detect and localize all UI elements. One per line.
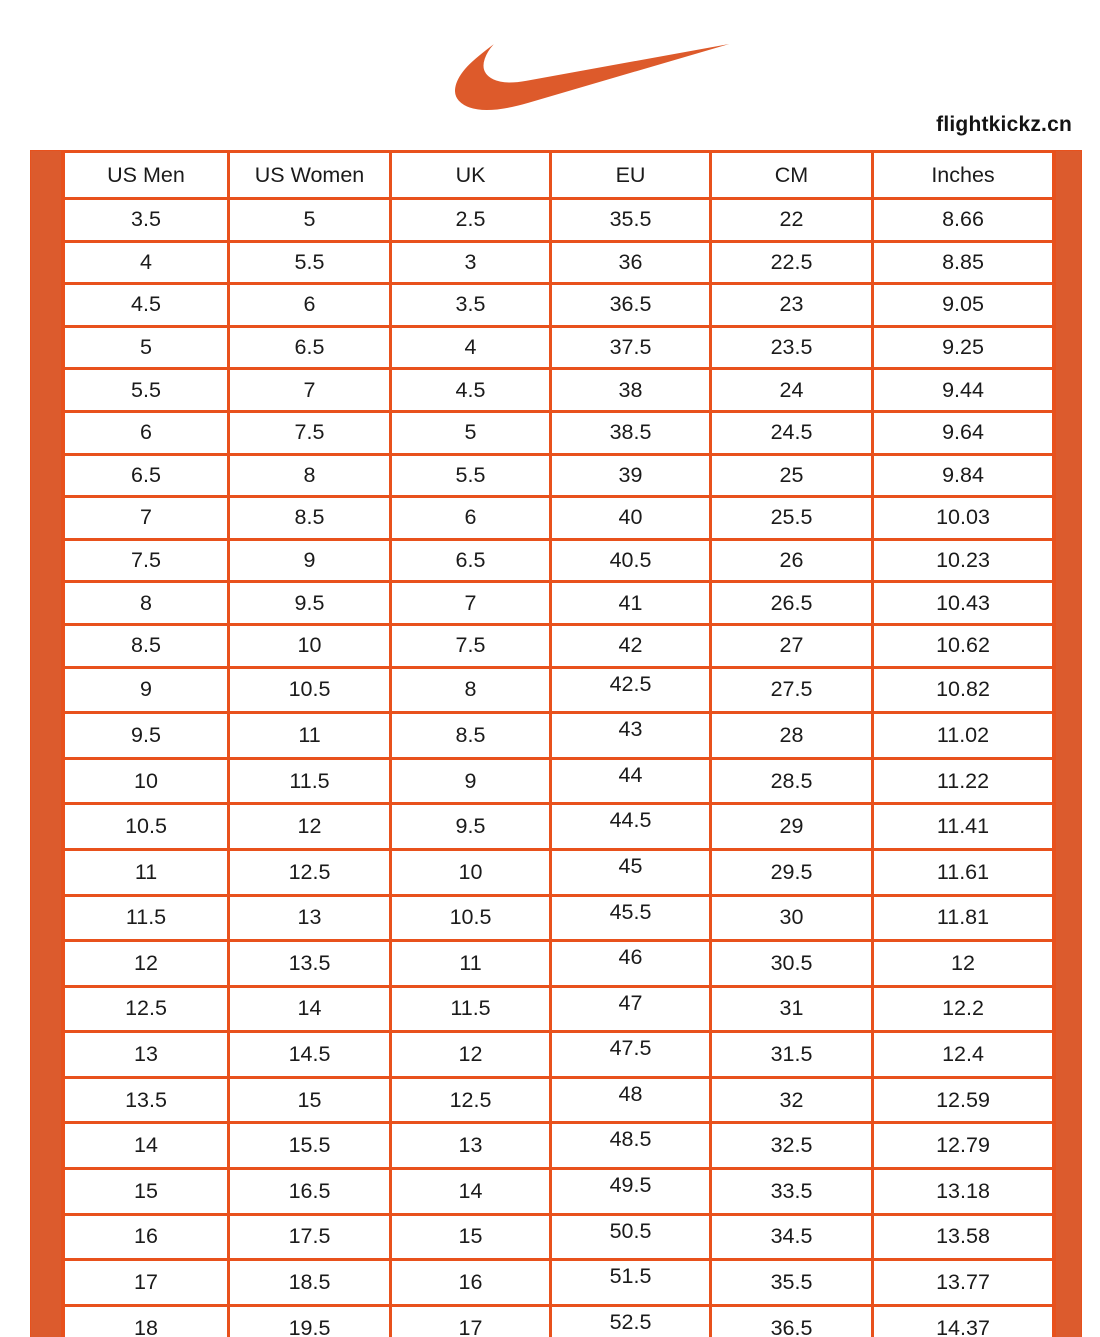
size-cell: 18 — [64, 1305, 229, 1337]
size-cell: 28 — [711, 713, 873, 759]
size-cell: 11.5 — [229, 758, 391, 804]
size-cell: 10.23 — [873, 539, 1054, 582]
size-cell: 11.81 — [873, 895, 1054, 941]
size-cell: 27 — [711, 624, 873, 667]
size-cell: 34.5 — [711, 1214, 873, 1260]
table-row — [64, 497, 1054, 540]
header — [0, 0, 1100, 150]
size-cell: 10 — [64, 758, 229, 804]
column-header-us-women: US Women — [229, 152, 391, 199]
size-cell: 4.5 — [64, 284, 229, 327]
size-cell: 4 — [391, 326, 551, 369]
size-cell: 35.5 — [711, 1260, 873, 1306]
table-row — [64, 849, 1054, 895]
size-cell: 47.5 — [551, 1032, 711, 1078]
size-cell: 29 — [711, 804, 873, 850]
column-header-cm: CM — [711, 152, 873, 199]
size-cell: 23 — [711, 284, 873, 327]
size-cell: 16.5 — [229, 1169, 391, 1215]
size-cell: 6 — [64, 411, 229, 454]
size-cell: 26 — [711, 539, 873, 582]
size-cell: 4.5 — [391, 369, 551, 412]
table-row — [64, 326, 1054, 369]
size-cell: 26.5 — [711, 582, 873, 625]
size-cell: 3.5 — [64, 199, 229, 242]
size-cell: 12.4 — [873, 1032, 1054, 1078]
right-accent-strip — [1055, 150, 1082, 1337]
size-cell: 9 — [229, 539, 391, 582]
size-cell: 6 — [229, 284, 391, 327]
size-cell: 38 — [551, 369, 711, 412]
size-cell: 17.5 — [229, 1214, 391, 1260]
table-row — [64, 539, 1054, 582]
size-cell: 33.5 — [711, 1169, 873, 1215]
size-cell: 7 — [64, 497, 229, 540]
column-header-row — [64, 152, 1054, 199]
table-row — [64, 667, 1054, 713]
size-cell: 10 — [229, 624, 391, 667]
size-cell: 51.5 — [551, 1260, 711, 1306]
size-cell: 31 — [711, 986, 873, 1032]
table-row — [64, 199, 1054, 242]
left-accent-strip — [30, 150, 62, 1337]
size-cell: 10.5 — [229, 667, 391, 713]
size-cell: 5.5 — [391, 454, 551, 497]
column-header-us-men: US Men — [64, 152, 229, 199]
table-row — [64, 1260, 1054, 1306]
size-cell: 40 — [551, 497, 711, 540]
table-row — [64, 1305, 1054, 1337]
size-cell: 9.64 — [873, 411, 1054, 454]
table-row — [64, 624, 1054, 667]
size-cell: 9.5 — [391, 804, 551, 850]
size-cell: 36.5 — [711, 1305, 873, 1337]
size-cell: 8.85 — [873, 241, 1054, 284]
size-cell: 11.61 — [873, 849, 1054, 895]
size-cell: 12.5 — [391, 1077, 551, 1123]
size-cell: 9.84 — [873, 454, 1054, 497]
size-cell: 5 — [229, 199, 391, 242]
size-cell: 12 — [391, 1032, 551, 1078]
size-cell: 3 — [391, 241, 551, 284]
size-cell: 11.5 — [391, 986, 551, 1032]
table-row — [64, 1032, 1054, 1078]
table-row — [64, 1169, 1054, 1215]
table-row — [64, 454, 1054, 497]
size-cell: 12 — [64, 941, 229, 987]
size-cell: 30 — [711, 895, 873, 941]
table-row — [64, 986, 1054, 1032]
watermark-text: flightkickz.cn — [936, 113, 1072, 136]
size-cell: 9.5 — [229, 582, 391, 625]
size-cell: 2.5 — [391, 199, 551, 242]
size-cell: 42.5 — [551, 667, 711, 713]
size-cell: 8 — [64, 582, 229, 625]
size-cell: 6.5 — [64, 454, 229, 497]
table-row — [64, 1123, 1054, 1169]
table-row — [64, 1077, 1054, 1123]
size-cell: 8.66 — [873, 199, 1054, 242]
size-cell: 7 — [391, 582, 551, 625]
size-cell: 11.41 — [873, 804, 1054, 850]
size-cell: 24.5 — [711, 411, 873, 454]
size-cell: 12 — [873, 941, 1054, 987]
column-header-uk: UK — [391, 152, 551, 199]
size-cell: 9.44 — [873, 369, 1054, 412]
table-row — [64, 895, 1054, 941]
size-cell: 15 — [229, 1077, 391, 1123]
size-cell: 22.5 — [711, 241, 873, 284]
table-row — [64, 411, 1054, 454]
size-cell: 52.5 — [551, 1305, 711, 1337]
size-cell: 5.5 — [229, 241, 391, 284]
size-cell: 11 — [64, 849, 229, 895]
size-cell: 8.5 — [391, 713, 551, 759]
size-cell: 10.03 — [873, 497, 1054, 540]
size-table-body — [64, 199, 1054, 1337]
nike-swoosh-icon — [455, 33, 731, 121]
size-cell: 45.5 — [551, 895, 711, 941]
size-cell: 6 — [391, 497, 551, 540]
size-cell: 9.5 — [64, 713, 229, 759]
size-cell: 11.02 — [873, 713, 1054, 759]
size-cell: 27.5 — [711, 667, 873, 713]
size-cell: 31.5 — [711, 1032, 873, 1078]
table-row — [64, 241, 1054, 284]
size-cell: 29.5 — [711, 849, 873, 895]
size-cell: 50.5 — [551, 1214, 711, 1260]
size-cell: 14.37 — [873, 1305, 1054, 1337]
size-cell: 7.5 — [64, 539, 229, 582]
size-cell: 9 — [391, 758, 551, 804]
size-cell: 45 — [551, 849, 711, 895]
size-cell: 48.5 — [551, 1123, 711, 1169]
size-cell: 38.5 — [551, 411, 711, 454]
size-cell: 25.5 — [711, 497, 873, 540]
size-cell: 6.5 — [229, 326, 391, 369]
size-cell: 16 — [391, 1260, 551, 1306]
column-header-eu: EU — [551, 152, 711, 199]
size-cell: 5.5 — [64, 369, 229, 412]
table-row — [64, 1214, 1054, 1260]
size-cell: 44 — [551, 758, 711, 804]
table-row — [64, 582, 1054, 625]
size-cell: 13.77 — [873, 1260, 1054, 1306]
size-cell: 40.5 — [551, 539, 711, 582]
size-cell: 12.59 — [873, 1077, 1054, 1123]
size-cell: 12 — [229, 804, 391, 850]
size-cell: 14 — [64, 1123, 229, 1169]
size-cell: 25 — [711, 454, 873, 497]
size-cell: 36.5 — [551, 284, 711, 327]
size-cell: 9 — [64, 667, 229, 713]
column-header-inches: Inches — [873, 152, 1054, 199]
size-cell: 44.5 — [551, 804, 711, 850]
size-cell: 7 — [229, 369, 391, 412]
size-cell: 11.5 — [64, 895, 229, 941]
size-cell: 13.5 — [229, 941, 391, 987]
size-cell: 16 — [64, 1214, 229, 1260]
size-cell: 30.5 — [711, 941, 873, 987]
size-cell: 10 — [391, 849, 551, 895]
size-cell: 13.5 — [64, 1077, 229, 1123]
size-cell: 46 — [551, 941, 711, 987]
size-cell: 32 — [711, 1077, 873, 1123]
size-cell: 39 — [551, 454, 711, 497]
size-cell: 4 — [64, 241, 229, 284]
size-cell: 8.5 — [229, 497, 391, 540]
size-cell: 8.5 — [64, 624, 229, 667]
size-cell: 13.58 — [873, 1214, 1054, 1260]
size-cell: 48 — [551, 1077, 711, 1123]
size-cell: 8 — [229, 454, 391, 497]
size-cell: 49.5 — [551, 1169, 711, 1215]
size-cell: 13 — [64, 1032, 229, 1078]
size-cell: 12.5 — [64, 986, 229, 1032]
table-row — [64, 369, 1054, 412]
size-cell: 3.5 — [391, 284, 551, 327]
size-cell: 10.43 — [873, 582, 1054, 625]
size-cell: 8 — [391, 667, 551, 713]
size-cell: 41 — [551, 582, 711, 625]
size-cell: 10.5 — [391, 895, 551, 941]
size-cell: 11.22 — [873, 758, 1054, 804]
table-row — [64, 804, 1054, 850]
size-cell: 12.5 — [229, 849, 391, 895]
size-cell: 32.5 — [711, 1123, 873, 1169]
size-cell: 14.5 — [229, 1032, 391, 1078]
size-cell: 11 — [229, 713, 391, 759]
size-cell: 23.5 — [711, 326, 873, 369]
size-cell: 42 — [551, 624, 711, 667]
table-row — [64, 713, 1054, 759]
size-cell: 12.79 — [873, 1123, 1054, 1169]
size-cell: 15.5 — [229, 1123, 391, 1169]
size-cell: 17 — [391, 1305, 551, 1337]
size-cell: 10.5 — [64, 804, 229, 850]
size-cell: 15 — [391, 1214, 551, 1260]
size-cell: 11 — [391, 941, 551, 987]
size-table-container — [30, 150, 1082, 1337]
size-cell: 7.5 — [229, 411, 391, 454]
size-cell: 15 — [64, 1169, 229, 1215]
size-cell: 5 — [391, 411, 551, 454]
table-row — [64, 758, 1054, 804]
size-cell: 14 — [391, 1169, 551, 1215]
table-row — [64, 941, 1054, 987]
size-cell: 43 — [551, 713, 711, 759]
size-cell: 13 — [229, 895, 391, 941]
size-cell: 28.5 — [711, 758, 873, 804]
size-cell: 36 — [551, 241, 711, 284]
size-cell: 17 — [64, 1260, 229, 1306]
size-cell: 22 — [711, 199, 873, 242]
size-cell: 7.5 — [391, 624, 551, 667]
size-cell: 14 — [229, 986, 391, 1032]
size-cell: 9.25 — [873, 326, 1054, 369]
size-cell: 13 — [391, 1123, 551, 1169]
size-cell: 10.82 — [873, 667, 1054, 713]
size-table — [62, 150, 1055, 1337]
size-cell: 24 — [711, 369, 873, 412]
size-cell: 10.62 — [873, 624, 1054, 667]
size-cell: 12.2 — [873, 986, 1054, 1032]
size-cell: 37.5 — [551, 326, 711, 369]
table-row — [64, 284, 1054, 327]
size-cell: 9.05 — [873, 284, 1054, 327]
size-cell: 6.5 — [391, 539, 551, 582]
size-cell: 19.5 — [229, 1305, 391, 1337]
size-cell: 5 — [64, 326, 229, 369]
size-cell: 35.5 — [551, 199, 711, 242]
size-cell: 13.18 — [873, 1169, 1054, 1215]
size-cell: 18.5 — [229, 1260, 391, 1306]
size-cell: 47 — [551, 986, 711, 1032]
